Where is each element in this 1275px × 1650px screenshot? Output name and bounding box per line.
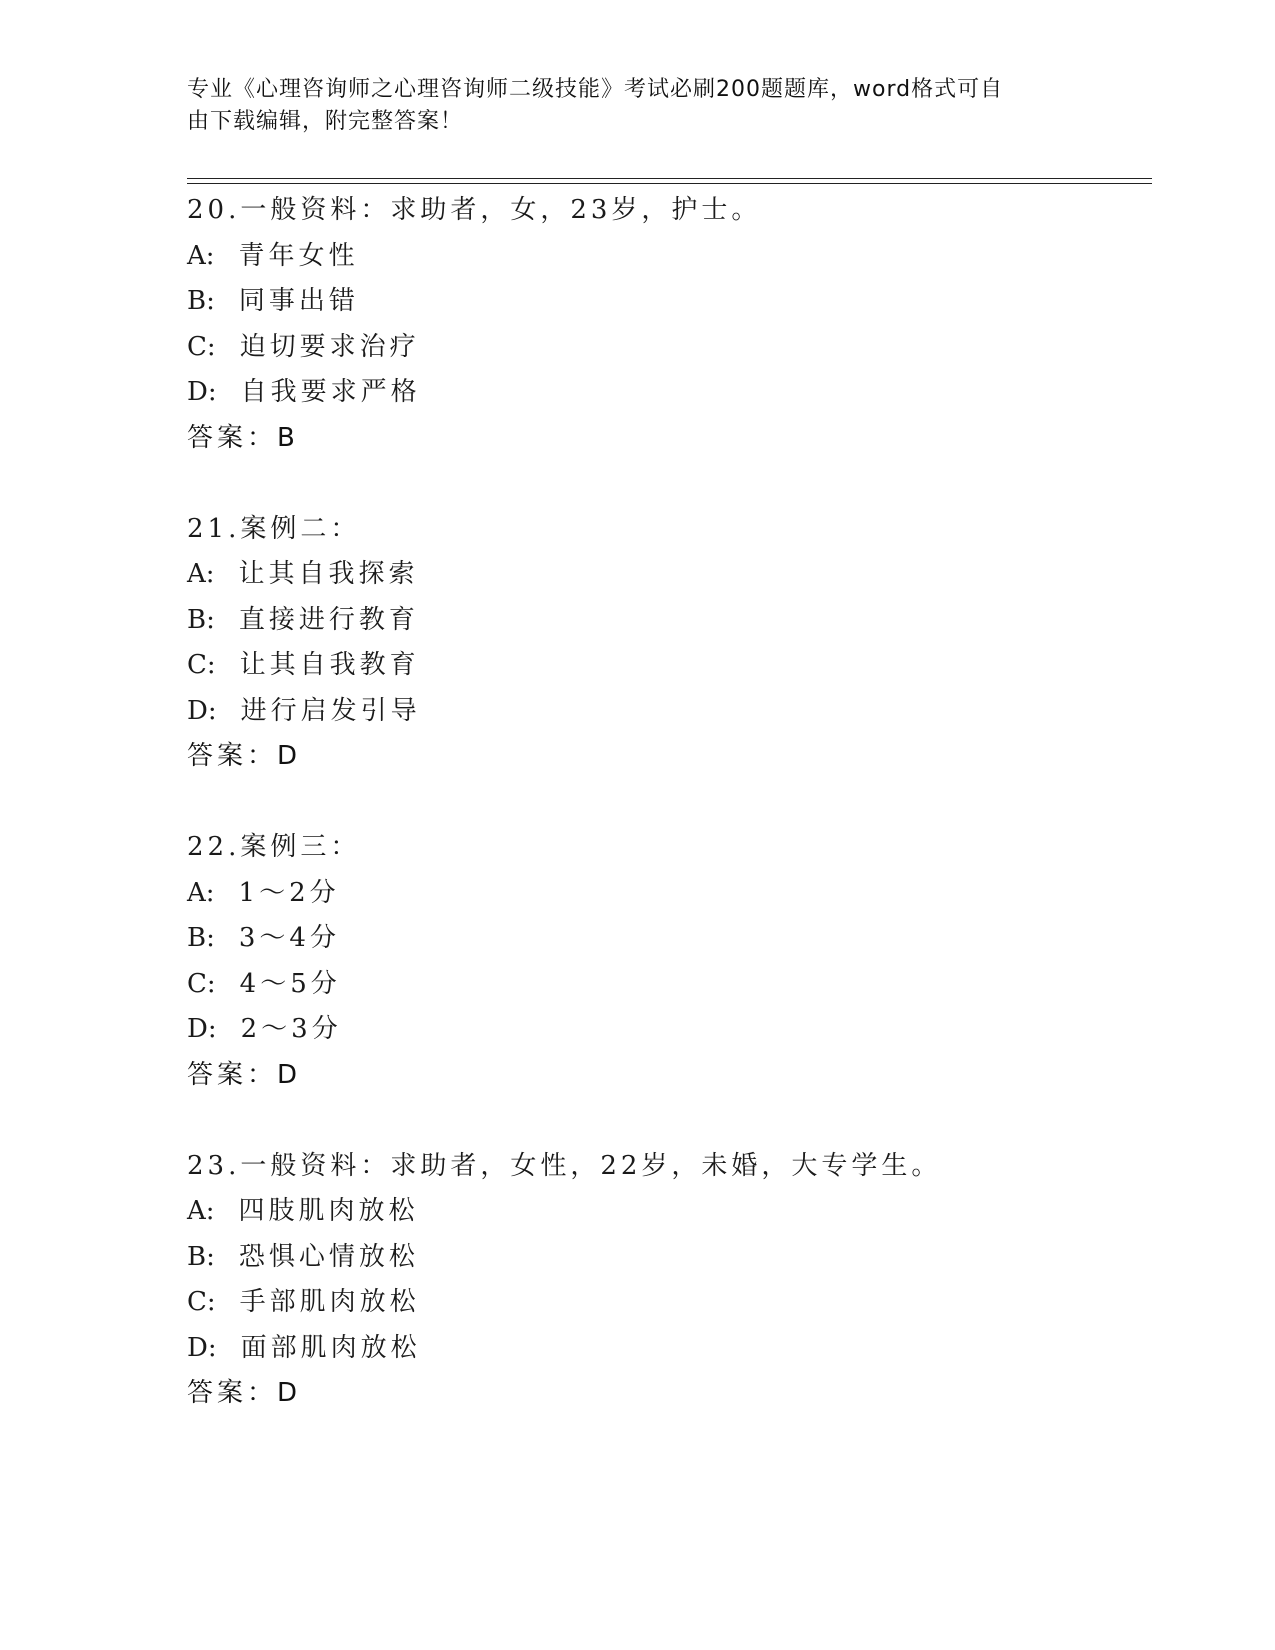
option-b — [187, 1235, 1147, 1281]
option-text: 让其自我探索 — [238, 559, 419, 589]
answer-value: D — [277, 1378, 298, 1408]
option-key: D: — [187, 1332, 217, 1363]
option-text: 面部肌肉放松 — [240, 1332, 421, 1363]
option-text: 直接进行教育 — [238, 604, 419, 635]
option-text: 恐惧心情放松 — [238, 1241, 419, 1272]
option-key: A: — [187, 1196, 215, 1226]
answer-value: D — [277, 1059, 298, 1090]
answer-value: B — [277, 422, 295, 453]
option-a — [187, 234, 1147, 280]
answer-label: 答案： — [187, 741, 278, 771]
answer-label: 答案： — [187, 1378, 278, 1408]
option-key: A: — [187, 877, 215, 908]
option-c — [187, 325, 1147, 371]
option-key: B: — [187, 1241, 215, 1272]
answer-line — [187, 734, 1147, 780]
option-text: 3～4分 — [238, 923, 340, 953]
question-stem: 22.案例三： — [187, 832, 361, 862]
option-text: 手部肌肉放松 — [239, 1287, 420, 1317]
header-divider-top — [187, 178, 1152, 179]
question-stem: 20.一般资料：求助者，女，23岁，护士。 — [187, 195, 762, 225]
option-text: 1～2分 — [238, 877, 340, 908]
header-divider-bottom — [187, 183, 1152, 184]
option-key: D: — [187, 377, 217, 407]
option-key: C: — [187, 1287, 216, 1317]
option-key: B: — [187, 286, 215, 316]
answer-value: D — [277, 741, 298, 771]
option-text: 同事出错 — [238, 286, 359, 316]
option-key: B: — [187, 923, 215, 953]
question-list — [187, 188, 1147, 1417]
answer-line — [187, 1371, 1147, 1417]
option-key: A: — [187, 559, 215, 589]
question-item — [187, 188, 1147, 507]
option-d — [187, 689, 1147, 735]
question-stem: 23.一般资料：求助者，女性，22岁，未婚，大专学生。 — [187, 1150, 942, 1181]
option-a — [187, 871, 1147, 917]
header-line-2: 由下载编辑，附完整答案！ — [187, 109, 464, 134]
option-key: B: — [187, 604, 215, 635]
option-a — [187, 552, 1147, 598]
option-c — [187, 643, 1147, 689]
question-item — [187, 1144, 1147, 1417]
option-key: D: — [187, 1014, 217, 1044]
question-item — [187, 507, 1147, 826]
option-text: 让其自我教育 — [239, 650, 420, 680]
answer-line — [187, 1053, 1147, 1099]
document-header — [187, 74, 1067, 138]
option-key: D: — [187, 695, 217, 726]
answer-label: 答案： — [187, 1059, 278, 1090]
answer-line — [187, 416, 1147, 462]
option-d — [187, 370, 1147, 416]
option-c — [187, 962, 1147, 1008]
option-text: 青年女性 — [238, 240, 359, 271]
option-c — [187, 1280, 1147, 1326]
option-text: 进行启发引导 — [240, 695, 421, 726]
option-text: 迫切要求治疗 — [239, 331, 420, 362]
option-key: C: — [187, 331, 216, 362]
option-key: C: — [187, 968, 216, 999]
option-text: 自我要求严格 — [240, 377, 421, 407]
header-line-1: 专业《心理咨询师之心理咨询师二级技能》考试必刷200题题库，word格式可自 — [187, 77, 1004, 102]
answer-label: 答案： — [187, 422, 278, 453]
option-d — [187, 1007, 1147, 1053]
option-b — [187, 598, 1147, 644]
question-stem: 21.案例二： — [187, 513, 361, 544]
option-key: A: — [187, 240, 215, 271]
option-text: 2～3分 — [240, 1014, 342, 1044]
option-a — [187, 1189, 1147, 1235]
question-item — [187, 825, 1147, 1144]
option-b — [187, 279, 1147, 325]
option-text: 4～5分 — [239, 968, 341, 999]
option-b — [187, 916, 1147, 962]
option-key: C: — [187, 650, 216, 680]
option-text: 四肢肌肉放松 — [238, 1196, 419, 1226]
option-d — [187, 1326, 1147, 1372]
